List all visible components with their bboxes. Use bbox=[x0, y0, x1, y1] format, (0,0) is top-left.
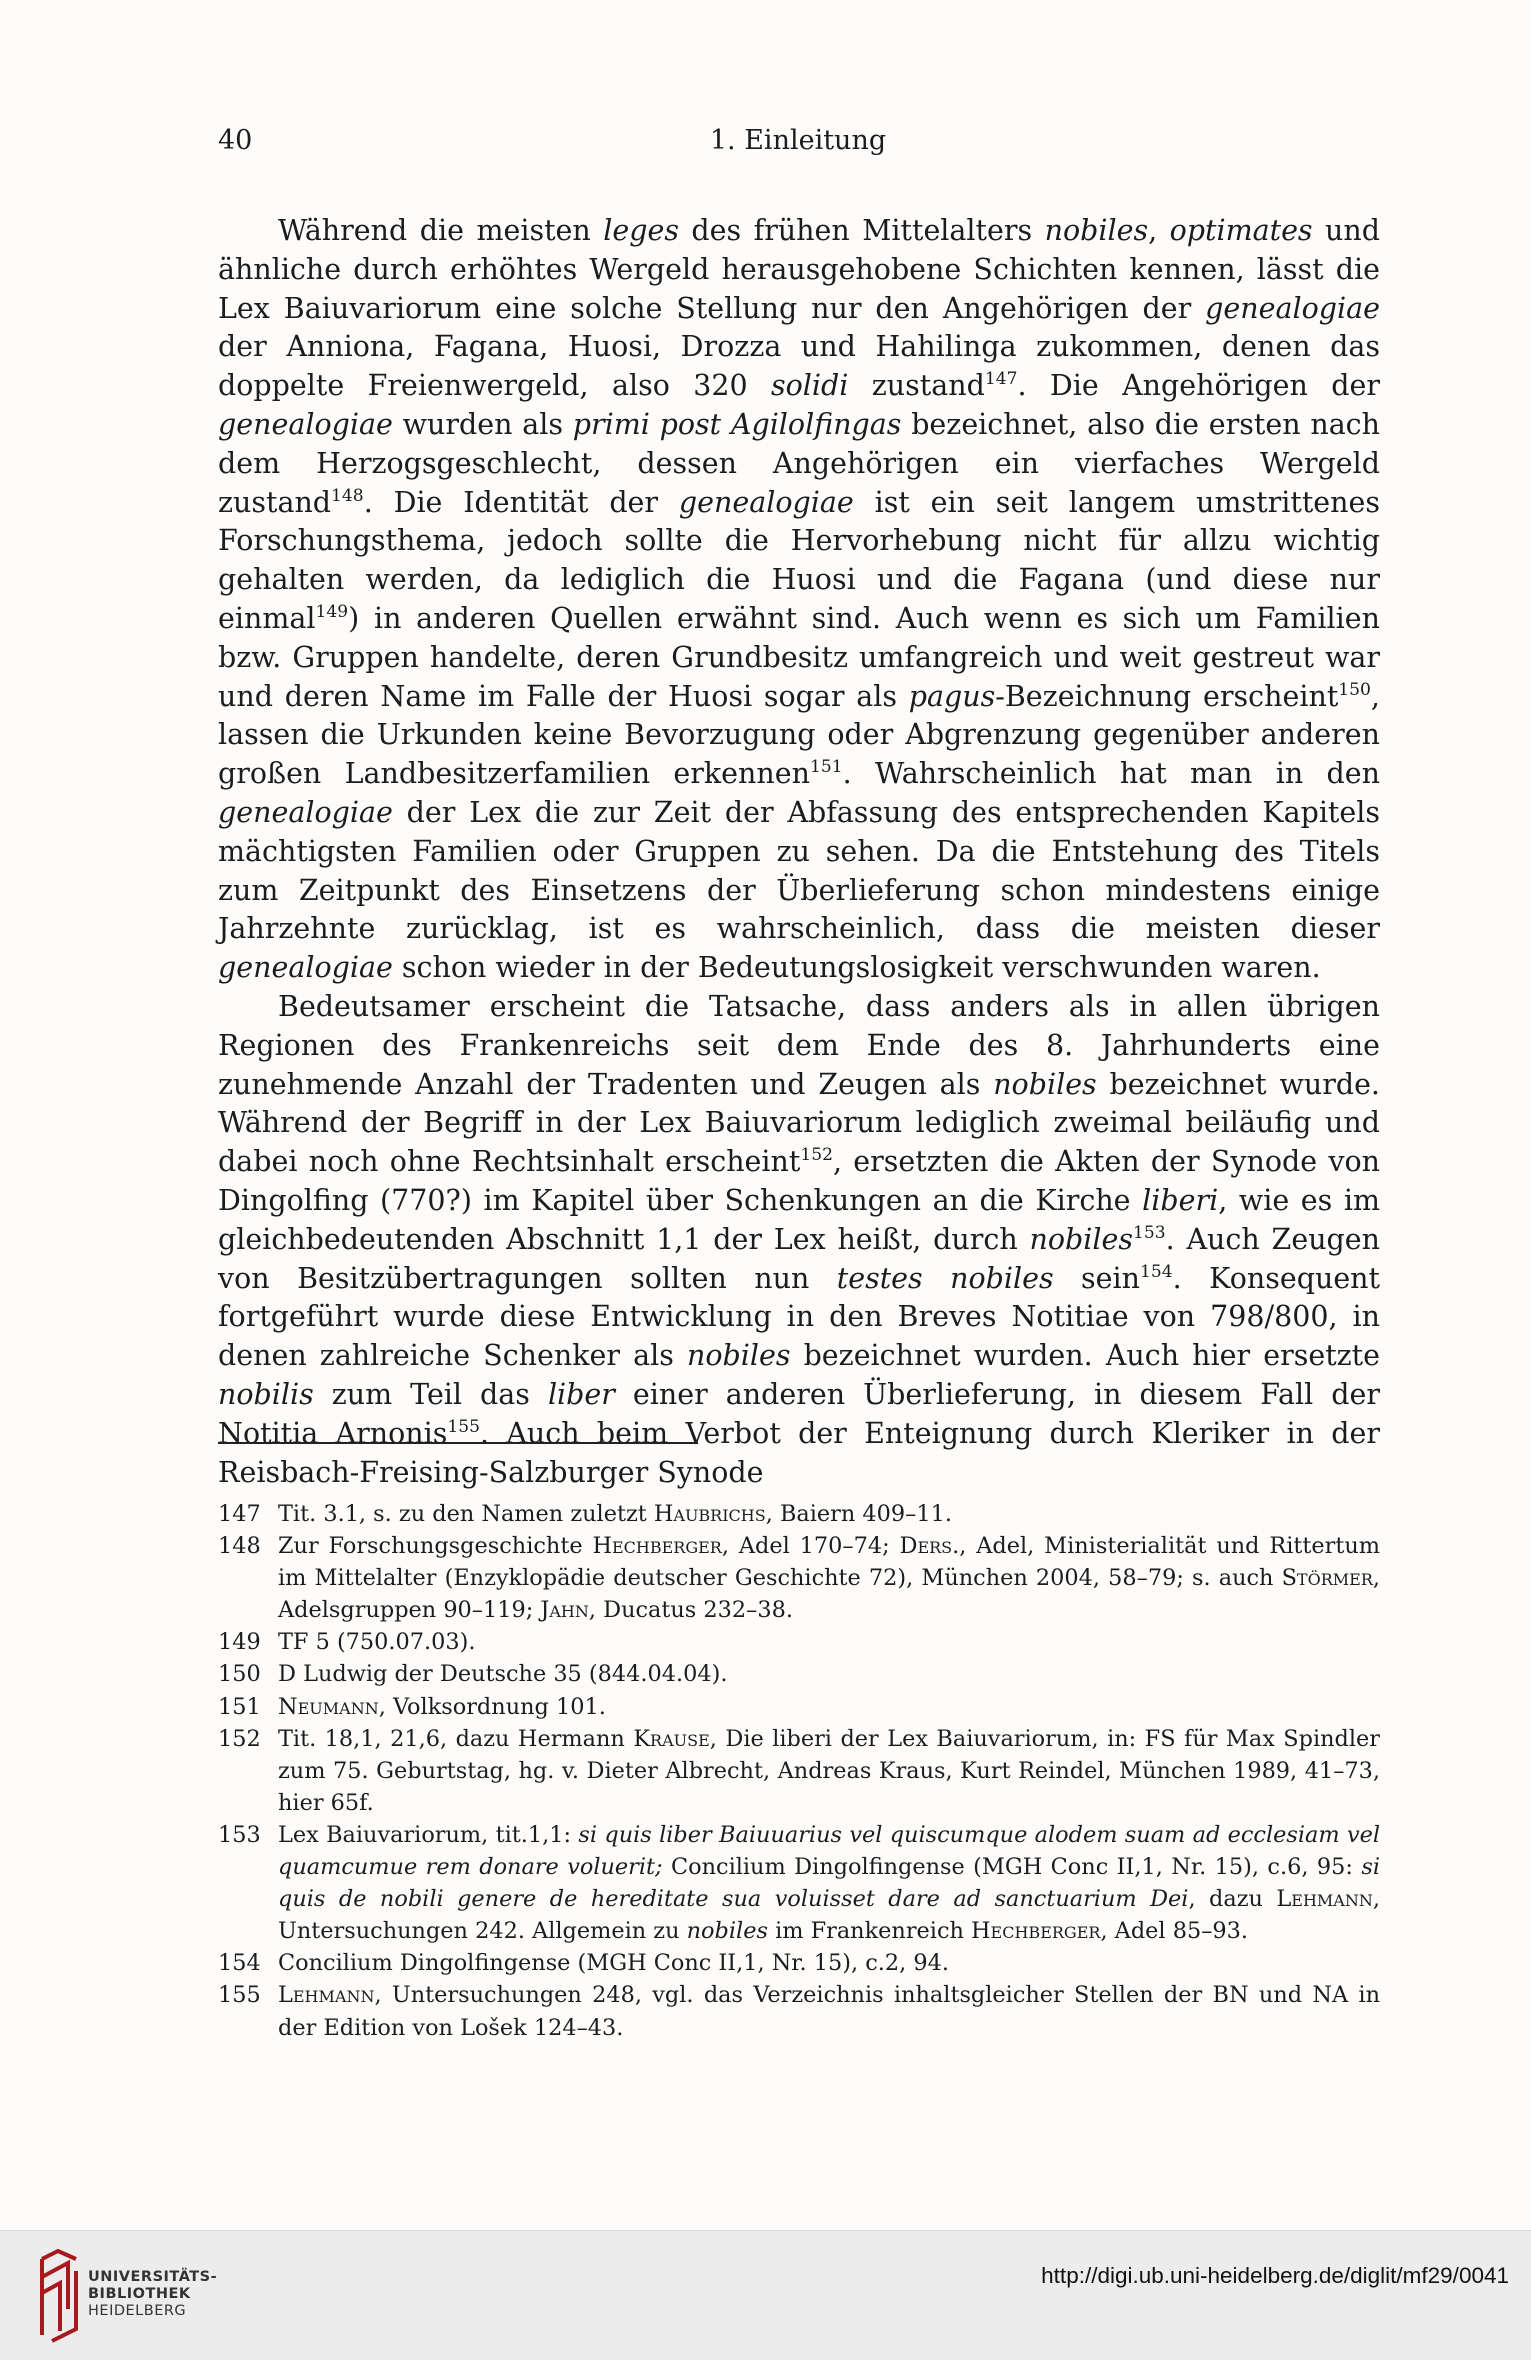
text-run: Tit. 3.1, s. zu den Namen zuletzt bbox=[278, 1501, 654, 1527]
footnote-marker[interactable]: 149 bbox=[315, 601, 349, 622]
footnote-number: 155 bbox=[218, 1982, 261, 2009]
text-run: sein bbox=[1053, 1261, 1141, 1295]
paragraph-1 bbox=[218, 212, 1380, 988]
text-run: D Ludwig der Deutsche 35 (844.04.04). bbox=[278, 1661, 728, 1688]
text-run: , Adelsgruppen 90–119; bbox=[278, 1565, 1380, 1624]
footnote-number: 154 bbox=[218, 1950, 261, 1977]
text-run: bezeichnet wurden. Auch hier ersetzte bbox=[790, 1339, 1380, 1373]
author-name: Krause bbox=[633, 1725, 710, 1752]
text-run: , Untersuchungen 242. Allgemein zu bbox=[278, 1886, 1380, 1945]
italic-term: liber bbox=[547, 1377, 615, 1411]
text-run: wurden als bbox=[392, 407, 573, 441]
text-run: und ähnliche durch erhöhtes Wergeld herausgehobene Schichten kennen, lässt die Lex Baiuvariorum eine solche Stellung nur den Angehörigen der bbox=[218, 214, 1380, 325]
footnote-text bbox=[278, 1530, 1380, 1626]
text-run: ist ein seit langem umstrittenes Forschungsthema, jedoch sollte die Hervorhebung nicht für allzu wichtig gehalten werden, da lediglich die Huosi und die Fagana (und diese nur einmal bbox=[218, 485, 1380, 635]
footnote-text bbox=[278, 1723, 1380, 1819]
library-name-line-2: BIBLIOTHEK bbox=[88, 2286, 191, 2302]
text-run: zum Teil das bbox=[313, 1377, 548, 1411]
footnote-marker[interactable]: 153 bbox=[1132, 1222, 1166, 1243]
italic-term: liberi bbox=[1142, 1183, 1219, 1217]
text-run: des frühen Mittelalters bbox=[678, 214, 1045, 247]
body-text bbox=[218, 212, 1380, 1492]
text-run: , Ducatus 232–38. bbox=[588, 1597, 793, 1624]
text-run: , Volksordnung 101. bbox=[378, 1693, 606, 1720]
footnote-number: 147 bbox=[218, 1501, 261, 1527]
source-url-link[interactable]: http://digi.ub.uni-heidelberg.de/diglit/mf29/0041 bbox=[1041, 2263, 1509, 2288]
italic-term: genealogiae bbox=[678, 485, 854, 519]
page-header bbox=[218, 125, 1378, 167]
footnote-number: 149 bbox=[218, 1629, 261, 1656]
author-name: Haubrichs bbox=[653, 1501, 766, 1527]
text-run: zustand bbox=[848, 369, 985, 403]
text-run: . Auch Zeugen von Besitzübertragungen sollten nun bbox=[218, 1222, 1381, 1295]
footnote bbox=[218, 1658, 1380, 1690]
author-name: Ders bbox=[899, 1533, 953, 1560]
text-run: , lassen die Urkunden keine Bevorzugung oder Abgrenzung gegenüber anderen großen Landbesitzerfamilien erkennen bbox=[218, 679, 1380, 791]
footnote bbox=[218, 1498, 1380, 1530]
footnote-marker[interactable]: 148 bbox=[331, 485, 364, 506]
italic-term: primi post Agilolfingas bbox=[572, 407, 902, 441]
page-number: 40 bbox=[218, 125, 253, 156]
author-name: Störmer bbox=[1281, 1565, 1373, 1592]
text-run: schon wieder in der Bedeutungslosigkeit verschwunden waren. bbox=[392, 951, 1321, 985]
footnote bbox=[218, 1530, 1380, 1626]
footnote-number: 150 bbox=[218, 1661, 261, 1688]
footnotes bbox=[218, 1498, 1380, 2044]
italic-term: si quis de nobili genere de hereditate sua voluisset dare ad sanctuarium Dei bbox=[278, 1854, 1380, 1913]
text-run: , ersetzten die Akten der Synode von Dingolfing (770?) im Kapitel über Schenkungen an die Kirche bbox=[218, 1145, 1380, 1217]
text-run: Zur Forschungsgeschichte bbox=[278, 1533, 593, 1560]
italic-term: nobiles bbox=[993, 1067, 1097, 1101]
text-run: . Auch beim Verbot der Enteignung durch Kleriker in der Reisbach-Freising-Salzburger Synode bbox=[218, 1416, 1380, 1489]
footnote-number: 153 bbox=[218, 1821, 261, 1848]
author-name: Neumann bbox=[278, 1693, 379, 1720]
text-run: , Untersuchungen 248, vgl. das Verzeichnis inhaltsgleicher Stellen der BN und NA in der Edition von Lošek 124–43. bbox=[278, 1982, 1380, 2041]
text-run: Lex Baiuvariorum, tit.1,1: bbox=[278, 1821, 579, 1848]
text-run: Während die meisten bbox=[278, 214, 604, 247]
footnote bbox=[218, 1979, 1380, 2043]
text-run: Concilium Dingolfingense (MGH Conc II,1, Nr. 15), c.6, 95: bbox=[662, 1854, 1362, 1881]
library-name bbox=[88, 2269, 217, 2320]
text-run: im Frankenreich bbox=[767, 1918, 972, 1945]
footnote-text bbox=[278, 1626, 1380, 1658]
footnote bbox=[218, 1691, 1380, 1723]
text-run: , Adel 170–74; bbox=[721, 1533, 900, 1560]
italic-term: genealogiae bbox=[218, 795, 393, 829]
footnote-text bbox=[278, 1947, 1380, 1979]
text-run: ) in anderen Quellen erwähnt sind. Auch wenn es sich um Familien bzw. Gruppen handelte, deren Grundbesitz umfangreich und weit gestreut war und deren Name im Falle der Huosi sogar als bbox=[218, 601, 1380, 713]
footnote-marker[interactable]: 152 bbox=[800, 1145, 833, 1166]
author-name: Hechberger bbox=[592, 1533, 722, 1560]
text-run: , dazu bbox=[1188, 1886, 1277, 1913]
text-run: -Bezeichnung erscheint bbox=[995, 679, 1339, 713]
author-name: Lehmann bbox=[278, 1982, 375, 2009]
paragraph-2 bbox=[218, 988, 1380, 1492]
italic-term: nobiles bbox=[686, 1339, 791, 1373]
text-run: , wie es im gleichbedeutenden Abschnitt 1,1 der Lex heißt, durch bbox=[218, 1183, 1381, 1256]
footnote-marker[interactable]: 147 bbox=[984, 369, 1018, 390]
text-run: , bbox=[1148, 214, 1170, 247]
italic-term: testes nobiles bbox=[836, 1261, 1054, 1295]
footnote-marker[interactable]: 155 bbox=[447, 1416, 480, 1437]
italic-term: genealogiae bbox=[218, 951, 393, 985]
text-run: der Anniona, Fagana, Huosi, Drozza und Hahilinga zukommen, denen das doppelte Freienwergeld, also 320 bbox=[218, 330, 1380, 403]
footer-bar bbox=[0, 2230, 1531, 2360]
text-run: bezeichnet wurde. Während der Begriff in der Lex Baiuvariorum lediglich zweimal beiläufig und dabei noch ohne Rechtsinhalt erscheint bbox=[218, 1067, 1380, 1179]
footnote-text bbox=[278, 1691, 1380, 1723]
author-name: Jahn bbox=[540, 1597, 589, 1624]
footnote-number: 151 bbox=[218, 1693, 261, 1720]
text-run: . Wahrscheinlich hat man in den bbox=[842, 757, 1380, 791]
footnote-number: 152 bbox=[218, 1725, 261, 1752]
footnote-marker[interactable]: 151 bbox=[809, 757, 843, 778]
footnote-number: 148 bbox=[218, 1533, 261, 1560]
italic-term: solidi bbox=[771, 369, 849, 403]
footnote-text bbox=[278, 1498, 1380, 1530]
text-run: einer anderen Überlieferung, in diesem Fall der Notitia Arnonis bbox=[218, 1377, 1381, 1450]
text-run: Concilium Dingolfingense (MGH Conc II,1, Nr. 15), c.2, 94. bbox=[278, 1950, 949, 1977]
italic-term: genealogiae bbox=[1205, 291, 1380, 325]
library-name-line-1: UNIVERSITÄTS- bbox=[88, 2269, 218, 2285]
text-run: , Baiern 409–11. bbox=[765, 1501, 952, 1527]
text-run: der Lex die zur Zeit der Abfassung des entsprechenden Kapitels mächtigsten Familien oder Gruppen zu sehen. Da die Entstehung des Titels zum Zeitpunkt des Einsetzens der Überlieferung schon mindestens einige Jahrzehnte zurücklag, ist es wahrscheinlich, dass die meisten dieser bbox=[218, 795, 1380, 946]
author-name: Hechberger bbox=[971, 1918, 1101, 1945]
text-run: bezeichnet, also die ersten nach dem Herzogsgeschlecht, dessen Angehörigen ein vierfaches Wergeld zustand bbox=[218, 407, 1380, 519]
text-run: ., Adel, Ministerialität und Rittertum im Mittelalter (Enzyklopädie deutscher Geschichte 72), München 2004, 58–79; s. auch bbox=[278, 1533, 1380, 1592]
footnote-text bbox=[278, 1658, 1380, 1690]
text-run: TF 5 (750.07.03). bbox=[278, 1629, 476, 1656]
text-run: , Adel 85–93. bbox=[1100, 1918, 1248, 1945]
text-run: . Konsequent fortgeführt wurde diese Entwicklung in den Breves Notitiae von 798/800, in denen zahlreiche Schenker als bbox=[218, 1261, 1380, 1373]
running-head: 1. Einleitung bbox=[709, 125, 887, 156]
footnote-rule bbox=[218, 1442, 698, 1444]
italic-term: si quis liber Baiuuarius vel quiscumque alodem suam ad ecclesiam vel quamcumue rem donare voluerit; bbox=[278, 1821, 1381, 1881]
italic-term: nobiles bbox=[686, 1918, 768, 1945]
footnote bbox=[218, 1947, 1380, 1979]
footnote bbox=[218, 1723, 1380, 1819]
library-name-line-3: HEIDELBERG bbox=[88, 2303, 187, 2319]
footnote bbox=[218, 1626, 1380, 1658]
italic-term: nobiles bbox=[1044, 214, 1149, 247]
italic-term: nobilis bbox=[218, 1377, 314, 1411]
italic-term: optimates bbox=[1169, 214, 1313, 247]
text-run: . Die Angehörigen der bbox=[1017, 369, 1380, 403]
italic-term: genealogiae bbox=[218, 407, 393, 441]
footnote bbox=[218, 1819, 1380, 1947]
library-logo-icon bbox=[38, 2249, 80, 2343]
text-run: Bedeutsamer erscheint die Tatsache, dass anders als in allen übrigen Regionen des Frankenreichs seit dem Ende des 8. Jahrhunderts eine zunehmende Anzahl der Tradenten und Zeugen als bbox=[218, 989, 1380, 1101]
author-name: Lehmann bbox=[1276, 1886, 1373, 1913]
text-run: . Die Identität der bbox=[363, 485, 679, 519]
footnote-text bbox=[278, 1979, 1380, 2043]
italic-term: leges bbox=[603, 214, 679, 247]
footnote-marker[interactable]: 150 bbox=[1338, 679, 1371, 700]
footnote-marker[interactable]: 154 bbox=[1140, 1261, 1173, 1282]
text-run: Tit. 18,1, 21,6, dazu Hermann bbox=[278, 1725, 634, 1752]
italic-term: pagus bbox=[908, 679, 996, 713]
text-run: , Die liberi der Lex Baiuvariorum, in: FS für Max Spindler zum 75. Geburtstag, hg. v. Dieter Albrecht, Andreas Kraus, Kurt Reindel, München 1989, 41–73, hier 65f. bbox=[278, 1725, 1380, 1816]
footnote-text bbox=[278, 1819, 1380, 1947]
italic-term: nobiles bbox=[1029, 1222, 1133, 1256]
